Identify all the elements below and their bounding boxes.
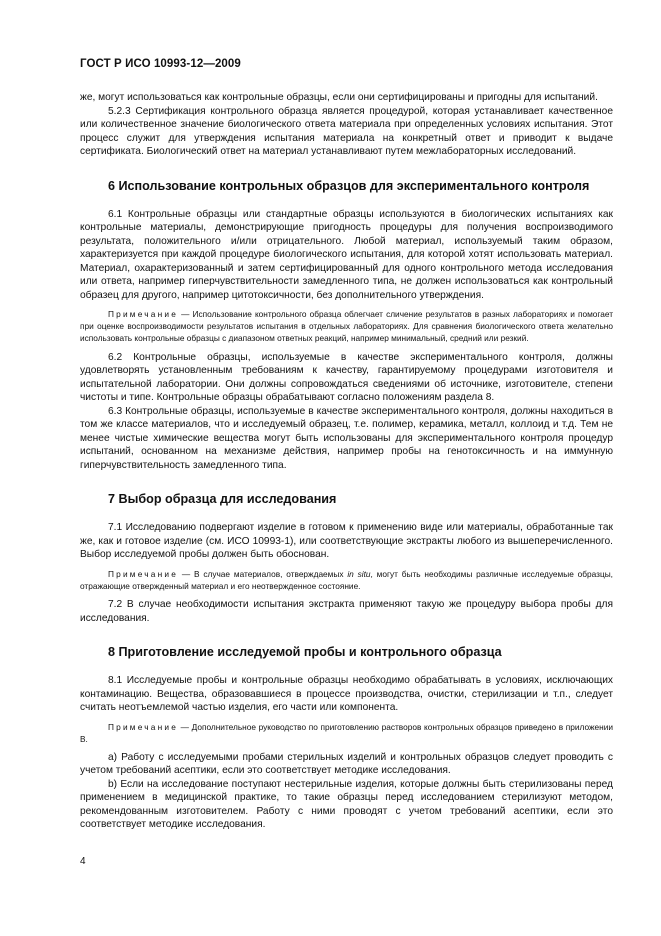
note-label: Примечание — [108, 309, 179, 319]
clause-8-1: 8.1 Исследуемые пробы и контрольные образцы необходимо обрабатывать в условиях, исключающих контаминацию. Вещества, образовавшиеся в процессе производства, очистки, стерилизации и т.п., следует считать неотъемлемой частью изделия, его части или компонента. — [80, 675, 613, 714]
note-text: — Дополнительное руководство по приготовлению растворов контрольных образцов приведено в приложении В. — [80, 721, 613, 744]
note-text-pre: — В случае материалов, отверждаемых — [178, 568, 348, 579]
section-6-heading: 6 Использование контрольных образцов для экспериментального контроля — [108, 178, 590, 193]
clause-6-1: 6.1 Контрольные образцы или стандартные образцы используются в биологических испытаниях как контрольные материалы, демонстрирующие пригодность процедуры для получения воспроизводимого результата, положительного и/или отрицательного. Любой материал, используемый таким образом, характеризуется при каждой процедуре биологического испытания, для которой хотят использовать материал. Материал, охарактеризованный и затем сертифицированный для одного контрольного метода исследования или ответа, например гиперчувствительности замедленного типа, не должен использоваться как контрольный образец для другого, например цитотоксичности, без дополнительного утверждения. — [80, 208, 613, 301]
page-number: 4 — [80, 856, 86, 867]
section-6-note — [80, 308, 613, 345]
note-text: — Использование контрольного образца облегчает сличение результатов в разных лабораториях и помогает при оценке воспроизводимости результатов испытания в отдельных лабораториях. Для сравнения биологического ответа желательно использовать контрольные образцы с диапазоном ответных реакций, например минимальный, средний или резкий. — [80, 309, 613, 344]
intro-paragraph-continued: же, могут использоваться как контрольные образцы, если они сертифицированы и пригодны для испытаний. — [80, 92, 598, 103]
note-text-italic: in situ — [347, 568, 371, 579]
list-item-b: b) Если на исследование поступают нестерильные изделия, которые должны быть стерилизованы перед применением в медицинской практике, то такие образцы перед исследованием стерилизуют методом, рекомендованным изготовителем. Работу с ними проводят с учетом требований асептики, если это соответствует методике исследования. — [80, 778, 613, 831]
note-label: Примечание — [108, 721, 179, 732]
list-item-a: a) Работу с исследуемыми пробами стерильных изделий и контрольных образцов следует проводить с учетом требований асептики, если это соответствует методике исследования. — [80, 751, 613, 777]
document-header: ГОСТ Р ИСО 10993-12—2009 — [80, 58, 241, 70]
clause-7-2: 7.2 В случае необходимости испытания экстракта применяют такую же процедуру выбора пробы для исследования. — [80, 599, 613, 624]
note-label: Примечание — [108, 568, 179, 579]
section-8-note — [80, 721, 613, 745]
clause-6-2: 6.2 Контрольные образцы, используемые в качестве экспериментального контроля, должны удовлетворять установленным требованиям к качеству, гарантируемому процедурами изготовителя и испытательной лаборатории. Они должны сопровождаться сведениями об источнике, изготовителе, степени чистоты и типе. Контрольные образцы обрабатывают согласно положениям раздела 8. — [80, 351, 613, 404]
document-page — [80, 58, 613, 832]
clause-6-3: 6.3 Контрольные образцы, используемые в качестве экспериментального контроля, должны находиться в том же классе материалов, что и исследуемый образец, т.е. полимер, керамика, металл, коллоид и т.д. Тем не менее чистые химические вещества могут быть использованы для экспериментального контроля процедур испытаний, основанном на механизме действия, например пробы на генотоксичность и на иммунную гиперчувствительность замедленного типа. — [80, 405, 613, 471]
section-7-note — [80, 568, 613, 592]
section-8-heading: 8 Приготовление исследуемой пробы и контрольного образца — [108, 645, 502, 660]
clause-7-1: 7.1 Исследованию подвергают изделие в готовом к применению виде или материалы, обработанные так же, как и готовое изделие (см. ИСО 10993-1), или соответствующие экстракты любого из вышеперечисленного. Выбор исследуемой пробы должен быть обоснован. — [80, 522, 613, 561]
section-7-heading: 7 Выбор образца для исследования — [108, 492, 337, 507]
clause-5-2-3: 5.2.3 Сертификация контрольного образца является процедурой, которая устанавливает качественное или количественное значение биологического ответа материала при определенных условиях испытания. Этот процесс служит для утверждения испытания материала на конкретный ответ и приводит к выдаче сертификата. Биологический ответ на материал устанавливают путем межлабораторных исследований. — [80, 105, 613, 157]
note-text-post: , могут быть необходимы различные исследуемые образцы, отражающие отвержденный материал и его неотвержденное состояние. — [80, 568, 613, 591]
